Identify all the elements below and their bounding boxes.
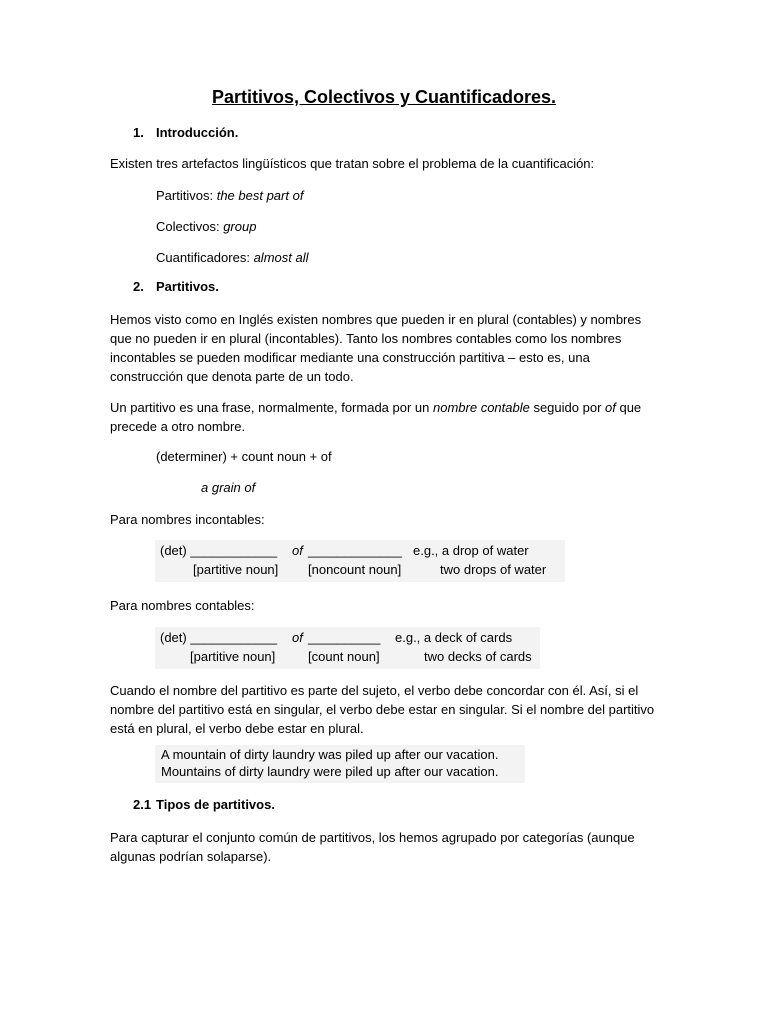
example-singular: e.g., a deck of cards: [395, 630, 513, 645]
formula-example: a grain of: [201, 480, 256, 495]
item-label: Cuantificadores:: [156, 250, 250, 265]
example-singular-sentence: A mountain of dirty laundry was piled up after our vacation.: [161, 747, 499, 762]
example-singular: e.g., a drop of water: [413, 543, 529, 558]
paragraph-verb-agreement: Cuando el nombre del partitivo es parte del sujeto, el verbo debe concordar con él. Así, si el nombre del partitivo está en singular, el verbo debe estar en singular. Si el nombre del partitivo está en plural, el verbo debe estar en plural.: [110, 683, 655, 736]
laundry-examples: [155, 745, 525, 783]
uncountable-heading: Para nombres incontables:: [110, 512, 265, 527]
noun-blank: __________: [308, 630, 381, 645]
section-2-1-heading: Tipos de partitivos.: [156, 797, 275, 812]
text-run: que precede a otro nombre.: [110, 400, 642, 434]
item-label: Colectivos:: [156, 219, 220, 234]
paragraph-countable-uncountable: Hemos visto como en Inglés existen nombres que pueden ir en plural (contables) y nombres que no pueden ir en plural (incontables). Tanto los nombres contables como los nombres incontables se pueden modificar mediante una construcción partitiva – esto es, una construcción que denota parte de un todo.: [110, 312, 642, 384]
section-1-number: 1.: [133, 125, 144, 140]
paragraph-partitive-definition: [110, 398, 655, 436]
item-example: the best part of: [216, 188, 304, 203]
of-word: of: [292, 630, 303, 645]
partitive-noun-label: [partitive noun]: [190, 649, 276, 664]
countable-heading: Para nombres contables:: [110, 598, 255, 613]
emphasis-text: of: [605, 400, 616, 415]
item-label: Partitivos:: [156, 188, 214, 203]
example-plural-sentence: Mountains of dirty laundry were piled up after our vacation.: [161, 764, 499, 779]
det-blank: (det) ____________: [160, 630, 278, 645]
section-1-heading: Introducción.: [156, 125, 239, 140]
item-example: group: [223, 219, 257, 234]
det-blank: (det) ____________: [160, 543, 278, 558]
uncountable-diagram: [155, 540, 565, 582]
item-example: almost all: [253, 250, 309, 265]
page-title: Partitivos, Colectivos y Cuantificadores.: [211, 87, 557, 107]
item-cuantificadores: [156, 248, 309, 267]
noun-label: [count noun]: [308, 649, 380, 664]
noun-blank: _____________: [308, 543, 402, 558]
section-2-heading: Partitivos.: [156, 279, 219, 294]
section-2-1-number: 2.1: [133, 797, 152, 812]
noun-label: [noncount noun]: [308, 562, 402, 577]
example-plural: two decks of cards: [424, 649, 532, 664]
partitive-noun-label: [partitive noun]: [193, 562, 279, 577]
item-partitivos: [156, 186, 303, 205]
section-2-number: 2.: [133, 279, 144, 294]
text-run: Un partitivo es una frase, normalmente, formada por un: [110, 400, 433, 415]
emphasis-text: nombre contable: [433, 400, 530, 415]
paragraph-types-intro: Para capturar el conjunto común de partitivos, los hemos agrupado por categorías (aunque algunas podrían solaparse).: [110, 830, 635, 864]
formula: (determiner) + count noun + of: [156, 449, 332, 464]
example-plural: two drops of water: [440, 562, 547, 577]
item-colectivos: [156, 217, 256, 236]
text-run: seguido por: [529, 400, 606, 415]
countable-diagram: [155, 627, 540, 669]
of-word: of: [292, 543, 303, 558]
intro-text: Existen tres artefactos lingüísticos que tratan sobre el problema de la cuantificación:: [110, 156, 595, 171]
